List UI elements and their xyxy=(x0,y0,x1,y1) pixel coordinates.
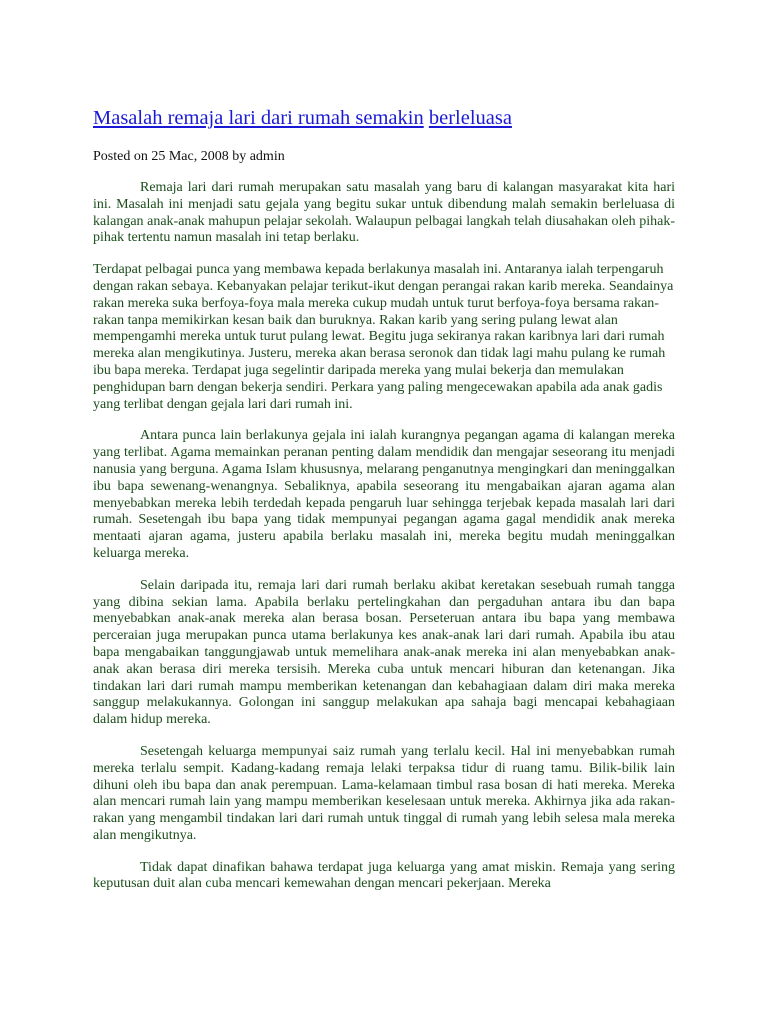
article-title-link[interactable]: Masalah remaja lari dari rumah semakin xyxy=(93,107,424,129)
document-page xyxy=(93,104,675,893)
paragraph-4: Selain daripada itu, remaja lari dari rumah berlaku akibat keretakan sesebuah rumah tangga yang dibina sekian lama. Apabila berlaku pertelingkahan dan pergaduhan antara ibu dan bapa menyebabkan anak-anak mereka alan berasa bosan. Perseteruan antara ibu bapa yang membawa perceraian juga merupakan punca utama berlakunya kes anak-anak lari dari rumah. Apabila ibu atau bapa mengabaikan tanggungjawab untuk memelihara anak-anak mereka ini alan menyebabkan anak-anak akan berasa diri mereka tersisih. Mereka cuba untuk mencari hiburan dan ketenangan. Jika tindakan lari dari rumah mampu memberikan ketenangan dan kebahagiaan dalam diri maka mereka sanggup melakukannya. Golongan ini sanggup melakukan apa sahaja bagi mencapai kebahagiaan dalam hidup mereka. xyxy=(93,577,675,728)
article-title-link-2[interactable]: berleluasa xyxy=(428,107,512,129)
post-meta: Posted on 25 Mac, 2008 by admin xyxy=(93,149,285,164)
paragraph-5: Sesetengah keluarga mempunyai saiz rumah yang terlalu kecil. Hal ini menyebabkan rumah mereka terlalu sempit. Kadang-kadang remaja lelaki terpaksa tidur di ruang tamu. Bilik-bilik lain dihuni oleh ibu bapa dan anak perempuan. Lama-kelamaan timbul rasa bosan di hati mereka. Mereka alan mencari rumah lain yang mampu memberikan keselesaan untuk mereka. Akhirnya jika ada rakan- rakan yang mengambil tindakan lari dari rumah untuk tinggal di rumah yang lebih selesa mala mereka alan mengikutnya. xyxy=(93,743,675,843)
paragraph-1: Remaja lari dari rumah merupakan satu masalah yang baru di kalangan masyarakat kita hari ini. Masalah ini menjadi satu gejala yang begitu sukar untuk dibendung malah semakin berleluasa di kalangan anak-anak mahupun pelajar sekolah. Walaupun pelbagai langkah telah diusahakan oleh pihak-pihak tertentu namun masalah ini tetap berlaku. xyxy=(93,180,675,246)
paragraph-6: Tidak dapat dinafikan bahawa terdapat juga keluarga yang amat miskin. Remaja yang sering keputusan duit alan cuba mencari kemewahan dengan mencari pekerjaan. Mereka xyxy=(93,859,675,892)
paragraph-2: Terdapat pelbagai punca yang membawa kepada berlakunya masalah ini. Antaranya ialah terpengaruh dengan rakan sebaya. Kebanyakan pelajar terikut-ikut dengan perangai rakan karib mereka. Seandainya rakan mereka suka berfoya-foya mala mereka cukup mudah untuk turut berfoya-foya bersama rakan-rakan tanpa memikirkan kesan baik dan buruknya. Rakan karib yang sering pulang lewat alan mempengamhi mereka untuk turut pulang lewat. Begitu juga sekiranya rakan karibnya lari dari rumah mereka alan mengikutinya. Justeru, mereka akan berasa seronok dan tidak lagi mahu pulang ke rumah ibu bapa mereka. Terdapat juga segelintir daripada mereka yang mulai bekerja dan memulakan penghidupan barn dengan bekerja sendiri. Perkara yang paling mengecewakan apabila ada anak gadis yang terlibat dengan gejala lari dari rumah ini. xyxy=(93,262,674,412)
paragraph-3: Antara punca lain berlakunya gejala ini ialah kurangnya pegangan agama di kalangan mereka yang terlibat. Agama memainkan peranan penting dalam mendidik dan mengajar seseorang itu menjadi nanusia yang berguna. Agama Islam khususnya, melarang penganutnya mengingkari dan meninggalkan ibu bapa sewenang-wenangnya. Sebaliknya, apabila seseorang itu mengabaikan ajaran agama alan menyebabkan mereka lebih terdedah kepada pengaruh luar sehingga terjebak kepada masalah lari dari rumah. Sesetengah ibu bapa yang tidak mempunyai pegangan agama gagal mendidik anak mereka mentaati ajaran agama, justeru apabila berlaku masalah ini, mereka begitu mudah meninggalkan keluarga mereka. xyxy=(93,428,675,561)
article-title xyxy=(93,104,675,132)
